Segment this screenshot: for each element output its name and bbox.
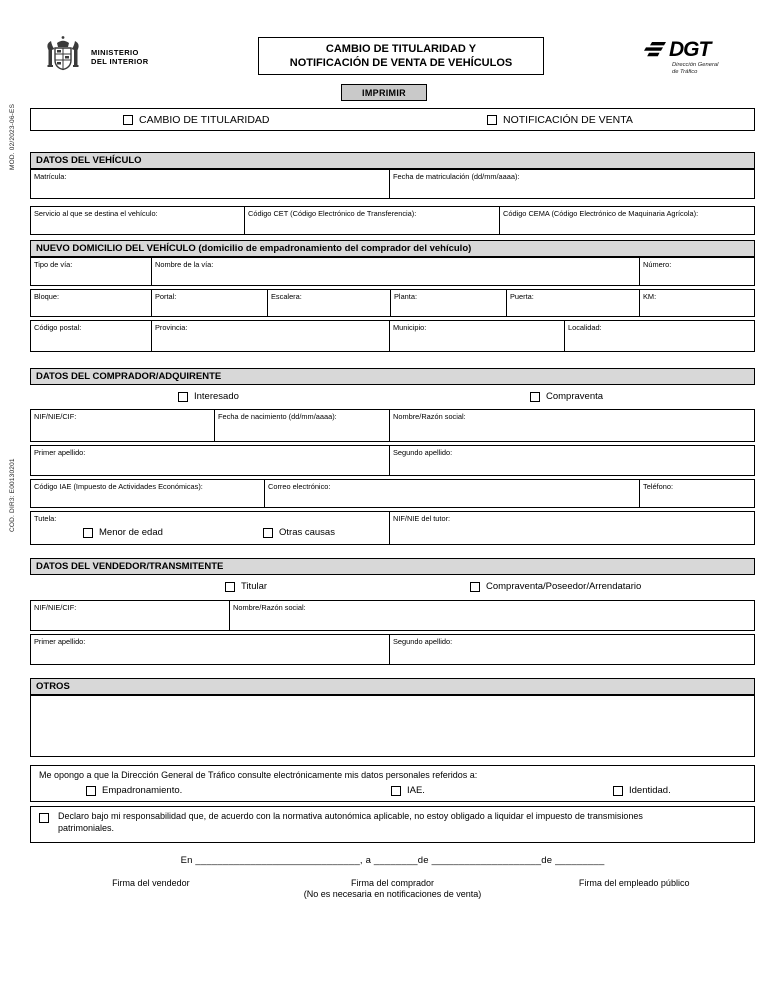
section-header-vehiculo: DATOS DEL VEHÍCULO	[30, 152, 755, 169]
field-vendedor-primer-apellido[interactable]	[30, 634, 390, 665]
notificacion-venta-label: NOTIFICACIÓN DE VENTA	[503, 114, 633, 126]
domicilio-row-2	[30, 289, 755, 317]
vehiculo-row-2	[30, 206, 755, 235]
field-planta-label: Planta:	[394, 292, 418, 301]
opposition-box	[30, 765, 755, 802]
opposition-text: Me opongo a que la Dirección General de Tráfico consulte electrónicamente mis datos personales referidos a:	[39, 770, 478, 780]
domicilio-row-3	[30, 320, 755, 352]
field-vendedor-segundo-apellido[interactable]	[390, 634, 755, 665]
field-comprador-nombre-label: Nombre/Razón social:	[393, 412, 466, 421]
field-codigo-cet-label: Código CET (Código Electrónico de Transferencia):	[248, 209, 417, 218]
field-vendedor-nif[interactable]	[30, 600, 230, 631]
section-vendedor	[30, 558, 755, 665]
vendedor-compraventa-checkbox[interactable]	[470, 582, 480, 592]
vendedor-compraventa-option	[470, 581, 641, 592]
field-escalera[interactable]	[268, 289, 391, 317]
field-codigo-cema-label: Código CEMA (Código Electrónico de Maquinaria Agrícola):	[503, 209, 699, 218]
field-nombre-via-label: Nombre de la vía:	[155, 260, 214, 269]
field-codigo-cema[interactable]	[500, 206, 755, 235]
otras-causas-label: Otras causas	[279, 527, 335, 538]
field-escalera-label: Escalera:	[271, 292, 302, 301]
dgt-logo	[642, 38, 752, 75]
vendedor-row-1	[30, 600, 755, 631]
compraventa-option	[530, 391, 603, 402]
section-otros	[30, 678, 755, 757]
coat-of-arms-icon	[42, 34, 84, 80]
field-numero[interactable]	[640, 257, 755, 286]
field-telefono-label: Teléfono:	[643, 482, 673, 491]
field-comprador-nif[interactable]	[30, 409, 215, 442]
signature-row	[30, 878, 755, 900]
field-correo-electronico-label: Correo electrónico:	[268, 482, 331, 491]
field-codigo-iae[interactable]	[30, 479, 265, 508]
field-provincia-label: Provincia:	[155, 323, 188, 332]
field-localidad[interactable]	[565, 320, 755, 352]
dgt-sub-line1: Dirección General	[672, 62, 719, 68]
field-comprador-segundo-apellido-label: Segundo apellido:	[393, 448, 453, 457]
field-codigo-postal-label: Código postal:	[34, 323, 82, 332]
iae-option	[391, 785, 425, 796]
menor-edad-option	[83, 527, 163, 538]
section-domicilio	[30, 240, 755, 352]
cambio-titularidad-option	[123, 114, 270, 126]
field-puerta-label: Puerta:	[510, 292, 534, 301]
field-km-label: KM:	[643, 292, 657, 301]
field-fecha-nacimiento-label: Fecha de nacimiento (dd/mm/aaaa):	[218, 412, 337, 421]
compraventa-checkbox[interactable]	[530, 392, 540, 402]
field-vendedor-segundo-apellido-label: Segundo apellido:	[393, 637, 453, 646]
menor-edad-label: Menor de edad	[99, 527, 163, 538]
empadronamiento-option	[86, 785, 182, 796]
field-otros[interactable]	[30, 695, 755, 757]
interesado-label: Interesado	[194, 391, 239, 402]
vendedor-row-2	[30, 634, 755, 665]
firma-comprador-nota: (No es necesaria en notificaciones de venta)	[303, 889, 482, 899]
section-vehiculo	[30, 152, 755, 235]
dgt-logo-subtext	[642, 62, 752, 75]
field-provincia[interactable]	[152, 320, 390, 352]
identidad-option	[613, 785, 671, 796]
field-bloque[interactable]	[30, 289, 152, 317]
field-nif-tutor[interactable]	[390, 511, 755, 545]
field-correo-electronico[interactable]	[265, 479, 640, 508]
ministry-name	[91, 48, 149, 66]
empadronamiento-checkbox[interactable]	[86, 786, 96, 796]
section-header-vendedor: DATOS DEL VENDEDOR/TRANSMITENTE	[30, 558, 755, 575]
field-planta[interactable]	[391, 289, 507, 317]
field-municipio[interactable]	[390, 320, 565, 352]
notificacion-venta-option	[487, 114, 633, 126]
declaration-text: Declaro bajo mi responsabilidad que, de acuerdo con la normativa autonómica aplicable, no estoy obligado a liquidar el impuesto de transmisiones patrimoniales.	[58, 811, 643, 833]
ministry-name-line1: MINISTERIO	[91, 48, 139, 57]
cambio-titularidad-label: CAMBIO DE TITULARIDAD	[139, 114, 270, 126]
section-comprador	[30, 368, 755, 545]
form-title-line1: CAMBIO DE TITULARIDAD Y	[325, 43, 477, 55]
identidad-checkbox[interactable]	[613, 786, 623, 796]
identidad-label: Identidad.	[629, 785, 671, 796]
field-tipo-via-label: Tipo de vía:	[34, 260, 73, 269]
field-portal-label: Portal:	[155, 292, 177, 301]
firma-vendedor: Firma del vendedor	[112, 878, 190, 888]
field-numero-label: Número:	[643, 260, 672, 269]
iae-label: IAE.	[407, 785, 425, 796]
comprador-row-2	[30, 445, 755, 476]
declaration-box	[30, 806, 755, 843]
field-comprador-primer-apellido[interactable]	[30, 445, 390, 476]
field-codigo-postal[interactable]	[30, 320, 152, 352]
dgt-sub-line2: de Tráfico	[672, 68, 698, 75]
interesado-option	[178, 391, 239, 402]
field-tipo-via[interactable]	[30, 257, 152, 286]
field-matricula[interactable]	[30, 169, 390, 199]
field-servicio-label: Servicio al que se destina el vehículo:	[34, 209, 158, 218]
place-date-line: En ______________________________, a ________de ____________________de _________	[180, 855, 605, 866]
field-tutela-label: Tutela:	[34, 514, 57, 523]
interesado-checkbox[interactable]	[178, 392, 188, 402]
field-comprador-primer-apellido-label: Primer apellido:	[34, 448, 86, 457]
field-portal[interactable]	[152, 289, 268, 317]
section-header-comprador: DATOS DEL COMPRADOR/ADQUIRENTE	[30, 368, 755, 385]
field-fecha-matriculacion[interactable]	[390, 169, 755, 199]
otras-causas-option	[263, 527, 335, 538]
field-codigo-iae-label: Código IAE (Impuesto de Actividades Económicas):	[34, 482, 203, 491]
titular-checkbox[interactable]	[225, 582, 235, 592]
declaration-checkbox[interactable]	[39, 813, 49, 823]
field-tutela	[30, 511, 390, 545]
field-puerta[interactable]	[507, 289, 640, 317]
iae-checkbox[interactable]	[391, 786, 401, 796]
field-matricula-label: Matrícula:	[34, 172, 67, 181]
field-vendedor-nombre-label: Nombre/Razón social:	[233, 603, 306, 612]
menor-edad-checkbox[interactable]	[83, 528, 93, 538]
vendedor-checkbox-row	[30, 580, 755, 596]
dgt-icon	[642, 40, 668, 61]
titular-label: Titular	[241, 581, 268, 592]
domicilio-row-1	[30, 257, 755, 286]
field-fecha-matriculacion-label: Fecha de matriculación (dd/mm/aaaa):	[393, 172, 520, 181]
comprador-row-4	[30, 511, 755, 545]
field-bloque-label: Bloque:	[34, 292, 60, 301]
firma-comprador-label: Firma del comprador	[350, 878, 435, 888]
field-comprador-nombre[interactable]	[390, 409, 755, 442]
field-fecha-nacimiento[interactable]	[215, 409, 390, 442]
comprador-checkbox-row	[30, 390, 755, 406]
field-municipio-label: Municipio:	[393, 323, 427, 332]
ministry-name-line2: DEL INTERIOR	[91, 57, 149, 66]
firma-comprador	[272, 878, 514, 900]
field-vendedor-nif-label: NIF/NIE/CIF:	[34, 603, 77, 612]
form-title-line2: NOTIFICACIÓN DE VENTA DE VEHÍCULOS	[289, 57, 513, 69]
notificacion-venta-checkbox[interactable]	[487, 115, 497, 125]
section-header-otros: OTROS	[30, 678, 755, 695]
compraventa-label: Compraventa	[546, 391, 604, 402]
cambio-titularidad-checkbox[interactable]	[123, 115, 133, 125]
field-km[interactable]	[640, 289, 755, 317]
dgt-logo-text: DGT	[669, 38, 711, 61]
field-comprador-segundo-apellido[interactable]	[390, 445, 755, 476]
dir3-code-vertical-text: COD. DIR3: E00130201	[9, 458, 16, 532]
type-selection-box	[30, 108, 755, 131]
vehiculo-row-1	[30, 169, 755, 199]
empadronamiento-label: Empadronamiento.	[102, 785, 183, 796]
otras-causas-checkbox[interactable]	[263, 528, 273, 538]
vendedor-compraventa-label: Compraventa/Poseedor/Arrendatario	[486, 581, 642, 592]
comprador-row-3	[30, 479, 755, 508]
field-vendedor-primer-apellido-label: Primer apellido:	[34, 637, 86, 646]
print-button[interactable]: IMPRIMIR	[341, 84, 427, 101]
ministry-logo	[42, 34, 149, 80]
firma-empleado: Firma del empleado público	[578, 878, 690, 888]
section-header-domicilio: NUEVO DOMICILIO DEL VEHÍCULO (domicilio de empadronamiento del comprador del vehículo)	[30, 240, 755, 257]
field-vendedor-nombre[interactable]	[230, 600, 755, 631]
field-telefono[interactable]	[640, 479, 755, 508]
form-title	[258, 37, 544, 75]
mod-code-vertical-text: MOD. 02/2023-06-ES	[9, 103, 16, 170]
field-comprador-nif-label: NIF/NIE/CIF:	[34, 412, 77, 421]
field-codigo-cet[interactable]	[245, 206, 500, 235]
titular-option	[225, 581, 267, 592]
field-nombre-via[interactable]	[152, 257, 640, 286]
comprador-row-1	[30, 409, 755, 442]
field-servicio[interactable]	[30, 206, 245, 235]
field-localidad-label: Localidad:	[568, 323, 602, 332]
field-nif-tutor-label: NIF/NIE del tutor:	[393, 514, 451, 523]
